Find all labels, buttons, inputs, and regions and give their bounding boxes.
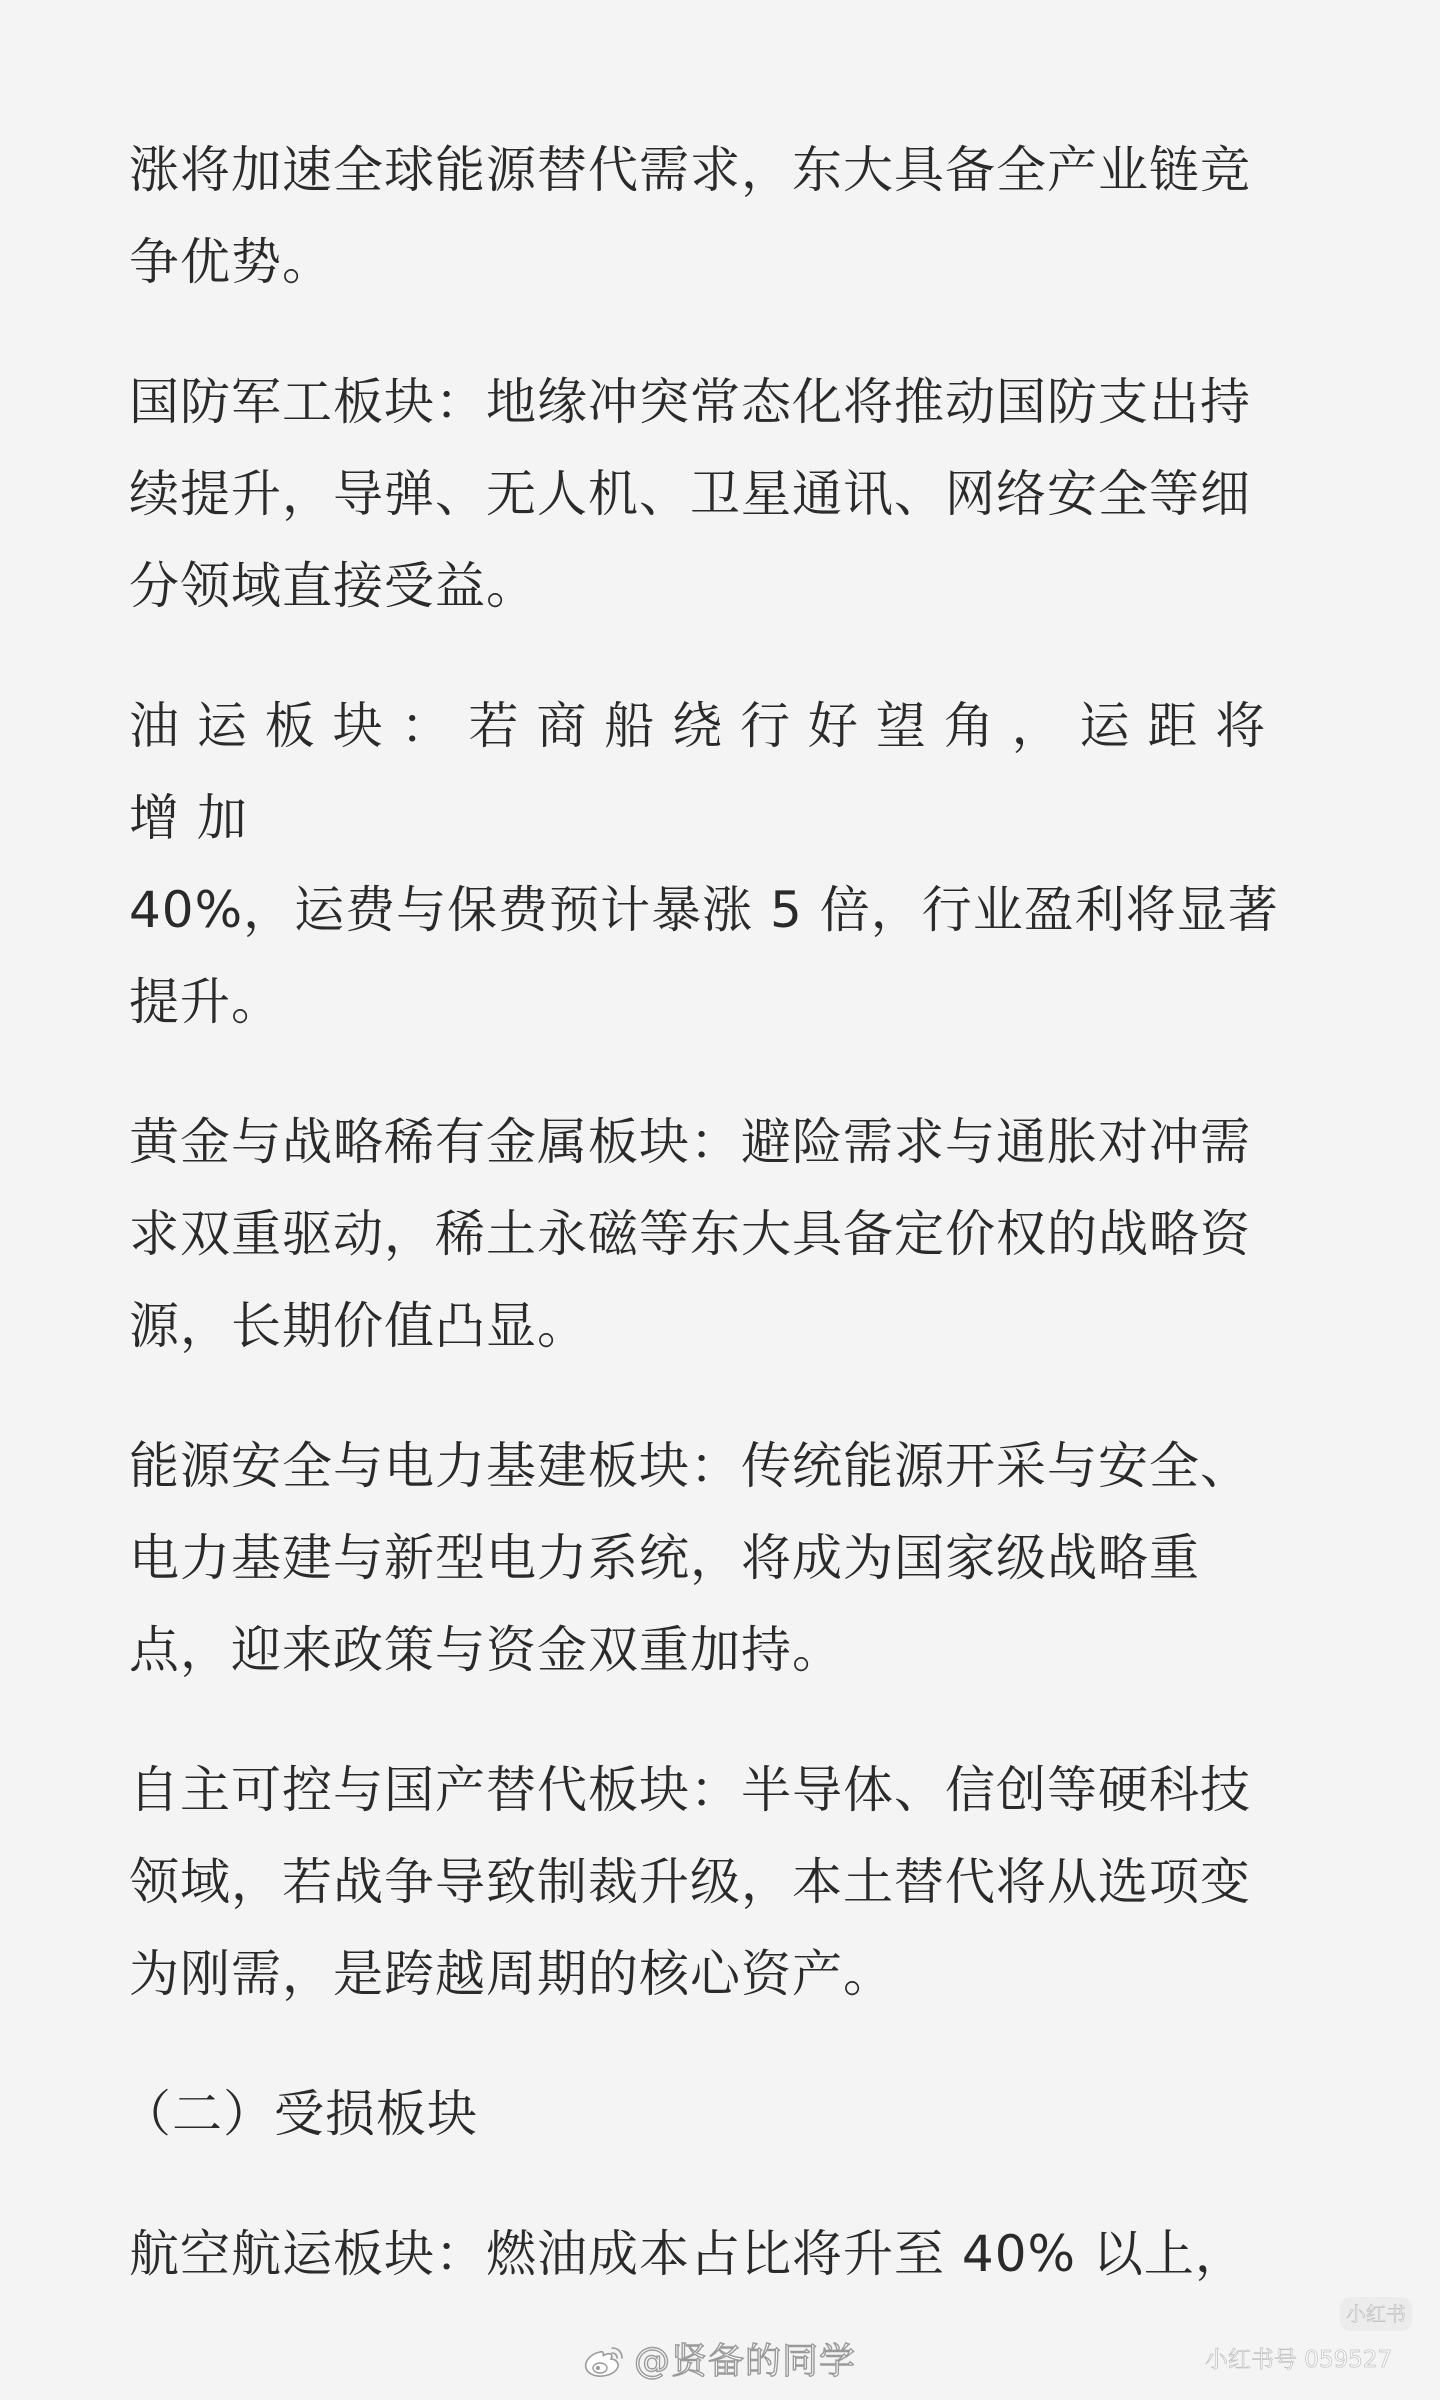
paragraph-line: 源，长期价值凸显。 — [129, 1297, 588, 1355]
paragraph-line: 自主可控与国产替代板块：半导体、信创等硬科技 — [129, 1761, 1251, 1819]
paragraph-line: 国防军工板块：地缘冲突常态化将推动国防支出持 — [129, 373, 1251, 431]
paragraph-line: 提升。 — [129, 973, 282, 1031]
paragraph-oil-shipping — [129, 680, 1319, 1048]
paragraph-line: 电力基建与新型电力系统，将成为国家级战略重 — [129, 1529, 1200, 1587]
paragraph-line: 能源安全与电力基建板块：传统能源开采与安全、 — [129, 1437, 1251, 1495]
paragraph-line: 点，迎来政策与资金双重加持。 — [129, 1621, 843, 1679]
paragraph-line: 续提升，导弹、无人机、卫星通讯、网络安全等细 — [129, 465, 1251, 523]
paragraph-aviation-shipping — [129, 2208, 1319, 2300]
paragraph-energy-security — [129, 1420, 1319, 1696]
paragraph-line: 油 运 板 块 ： 若 商 船 绕 行 好 望 角 ， 运 距 将 增 加 — [129, 697, 1267, 847]
paragraph-defense — [129, 356, 1319, 632]
paragraph-line: 为刚需，是跨越周期的核心资产。 — [129, 1945, 894, 2003]
xiaohongshu-id: 小红书号 059527 — [1205, 2347, 1393, 2373]
paragraph-line: 40%，运费与保费预计暴涨 5 倍，行业盈利将显著 — [129, 881, 1279, 939]
paragraph-line: 领域，若战争导致制裁升级，本土替代将从选项变 — [129, 1853, 1251, 1911]
paragraph-self-reliance — [129, 1744, 1319, 2020]
article-body — [121, 124, 1319, 2348]
weibo-handle: @贤备的同学 — [634, 2341, 857, 2382]
paragraph-line: 黄金与战略稀有金属板块：避险需求与通胀对冲需 — [129, 1113, 1251, 1171]
paragraph-line: 分领域直接受益。 — [129, 557, 537, 615]
weibo-logo-icon — [582, 2344, 626, 2380]
paragraph-line: 涨将加速全球能源替代需求，东大具备全产业链竞 — [129, 141, 1251, 199]
paragraph-line: 航空航运板块：燃油成本占比将升至 40% 以上， — [129, 2225, 1246, 2283]
paragraph-line: 争优势。 — [129, 233, 333, 291]
paragraph-line: 求双重驱动，稀土永磁等东大具备定价权的战略资 — [129, 1205, 1251, 1263]
paragraph-gold-metals — [129, 1096, 1319, 1372]
section-heading: （二）受损板块 — [121, 2085, 478, 2143]
paragraph-energy-substitution — [129, 124, 1319, 308]
xiaohongshu-badge: 小红书 — [1340, 2297, 1412, 2331]
